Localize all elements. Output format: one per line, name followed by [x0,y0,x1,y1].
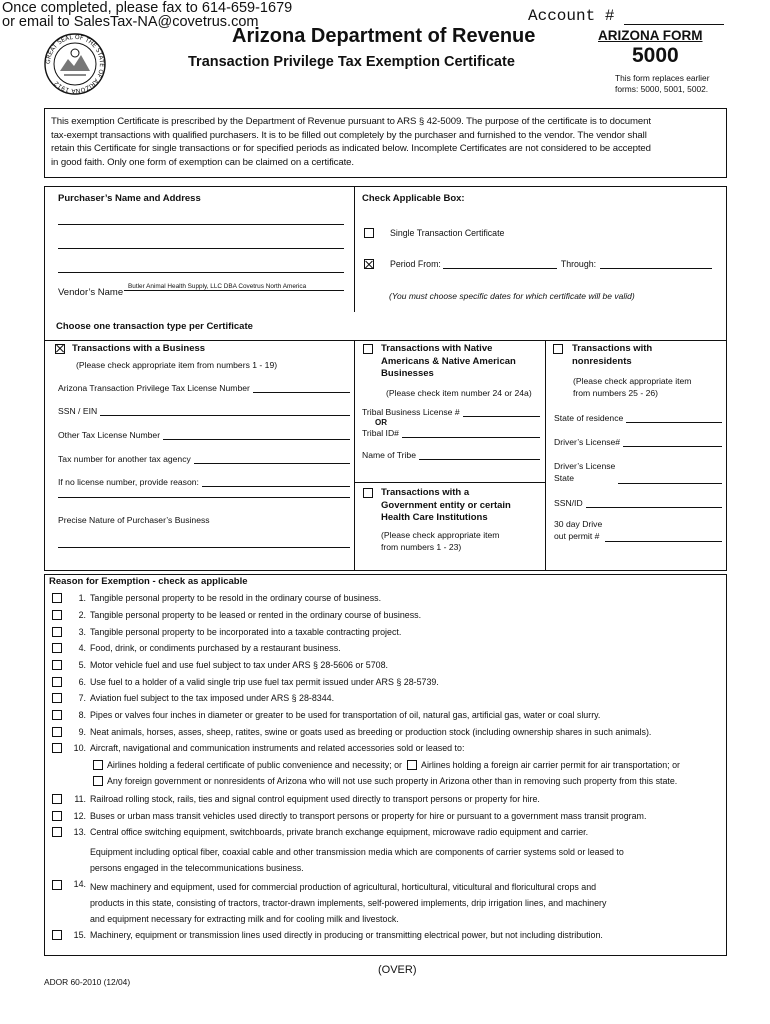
form-code: ADOR 60-2010 (12/04) [44,977,131,987]
no-license-reason-line-2[interactable] [58,497,350,498]
reason-10-checkbox[interactable] [52,743,62,753]
single-transaction-option[interactable]: Single Transaction Certificate [364,228,504,238]
reason-15[interactable]: 15. Machinery, equipment or transmission lines used directly in producing or transmitting electrical power, but not including distribution. [52,930,603,940]
native-or-label: OR [375,418,387,427]
government-hint: (Please check appropriate item from numbers 1 - 23) [381,530,500,552]
tribal-id-field[interactable]: Tribal ID# [362,427,540,438]
period-through-field[interactable] [600,259,712,269]
nonresident-hint: (Please check appropriate item from numbers 25 - 26) [573,376,692,398]
az-license-field[interactable]: Arizona Transaction Privilege Tax License Number [58,382,350,393]
native-option[interactable]: Transactions with Native Americans & Native American Businesses [363,343,516,381]
reason-14-checkbox[interactable] [52,880,62,890]
other-license-field[interactable]: Other Tax License Number [58,429,350,440]
reason-9-checkbox[interactable] [52,727,62,737]
purchaser-line-3[interactable] [58,272,344,273]
reason-7[interactable]: 7. Aviation fuel subject to the tax imposed under ARS § 28-8344. [52,693,334,703]
business-hint: (Please check appropriate item from numbers 1 - 19) [76,360,278,370]
reason-6[interactable]: 6. Use fuel to a holder of a valid single trip use fuel tax permit issued under ARS § 28-5739. [52,677,439,687]
reason-10b-checkbox[interactable] [407,760,417,770]
reason-13[interactable]: 13. Central office switching equipment, switchboards, private branch exchange equipment, microwave radio equipment and carrier. [52,827,588,837]
intro-box: This exemption Certificate is prescribed by the Department of Revenue pursuant to ARS § 42-5009. The purpose of the certificate is to document tax-exempt transactions with qualified purchasers. It is to be filled out completely by the purchaser and furnished to the vendor. The vendor shall retain this Certificate for single transactions or for specified periods as indicated below. Incomplete Certificates are not considered to be accepted in good faith. Only one form of exemption can be claimed on a certificate. [44,108,727,178]
reason-3[interactable]: 3. Tangible personal property to be incorporated into a taxable contracting project. [52,627,401,637]
period-from-field[interactable] [443,259,557,269]
state-seal-icon [44,33,106,95]
form-number: 5000 [632,44,679,67]
purchaser-line-2[interactable] [58,248,344,249]
business-option[interactable]: Transactions with a Business [55,343,205,354]
over-label: (OVER) [378,964,417,976]
reason-4[interactable]: 4. Food, drink, or condiments purchased by a restaurant business. [52,643,341,653]
tribe-name-field[interactable]: Name of Tribe [362,449,540,460]
reason-5-checkbox[interactable] [52,660,62,670]
check-box-label: Check Applicable Box: [362,193,465,204]
single-transaction-checkbox[interactable] [364,228,374,238]
reason-10c[interactable]: Any foreign government or nonresidents of Arizona who will not use such property in Arizona other than in removing such property from this state. [93,776,677,786]
reason-13-continued: Equipment including optical fiber, coaxial cable and other transmission media which are components of carrier systems sold or leased to persons engaged in the telecommunications business. [90,847,624,873]
svg-text:GREAT SEAL OF THE STATE OF ARI: GREAT SEAL OF THE STATE OF ARIZONA 1912 [44,33,106,95]
reason-8[interactable]: 8. Pipes or valves four inches in diameter or greater to be used for transportation of oil, natural gas, artificial gas, water or coal slurry. [52,710,600,720]
nature-label: Precise Nature of Purchaser’s Business [58,515,210,525]
vendor-name-field[interactable]: Butler Animal Health Supply, LLC DBA Covetrus North America [124,283,344,291]
nonresident-checkbox[interactable] [553,344,563,354]
reason-2[interactable]: 2. Tangible personal property to be leased or rented in the ordinary course of business. [52,610,421,620]
reason-12-checkbox[interactable] [52,811,62,821]
purchaser-label: Purchaser’s Name and Address [58,193,201,204]
form-title: Transaction Privilege Tax Exemption Certificate [188,54,515,70]
no-license-reason-field[interactable]: If no license number, provide reason: [58,476,350,487]
reason-2-checkbox[interactable] [52,610,62,620]
nature-field[interactable] [58,547,350,548]
form-label: ARIZONA FORM [598,28,703,43]
reason-10a[interactable]: Airlines holding a federal certificate of public convenience and necessity; or Airlines holding a foreign air carrier permit for air transportation; or [93,760,680,770]
fax-note-line1: Once completed, please fax to 614-659-1679 [2,0,293,16]
reason-1[interactable]: 1. Tangible personal property to be resold in the ordinary course of business. [52,593,381,603]
dl-state-field[interactable]: Driver’s License State [554,460,722,484]
period-option[interactable]: Period From: Through: [364,259,718,269]
reason-10c-checkbox[interactable] [93,776,103,786]
ssn-id-field[interactable]: SSN/ID [554,497,722,508]
state-of-residence-field[interactable]: State of residence [554,412,722,423]
fax-note-line2: or email to SalesTax-NA@covetrus.com [2,14,259,30]
reason-15-checkbox[interactable] [52,930,62,940]
government-checkbox[interactable] [363,488,373,498]
reason-10a-checkbox[interactable] [93,760,103,770]
reason-7-checkbox[interactable] [52,693,62,703]
reason-6-checkbox[interactable] [52,677,62,687]
reason-12[interactable]: 12. Buses or urban mass transit vehicles used directly to transport persons or property for hire or pursuant to a government mass transit program. [52,811,646,821]
period-checkbox[interactable] [364,259,374,269]
nonresident-option[interactable]: Transactions with nonresidents [553,343,652,368]
tax-number-field[interactable]: Tax number for another tax agency [58,453,350,464]
account-field[interactable] [528,7,724,25]
reason-3-checkbox[interactable] [52,627,62,637]
vendor-label: Vendor’s Name [58,287,124,298]
reason-8-checkbox[interactable] [52,710,62,720]
department-title: Arizona Department of Revenue [232,25,536,47]
choose-label: Choose one transaction type per Certificate [56,321,253,332]
reason-4-checkbox[interactable] [52,643,62,653]
drive-out-permit-field[interactable]: 30 day Drive out permit # [554,518,722,542]
reason-9[interactable]: 9. Neat animals, horses, asses, sheep, ratites, swine or goats used as breeding or production stock (including ownership shares in such animals). [52,727,651,737]
reason-10[interactable]: 10. Aircraft, navigational and communication instruments and related accessories sold or leased to: [52,743,464,753]
reason-14[interactable]: 14. New machinery and equipment, used for commercial production of agricultural, horticultural, viticultural and floricultural crops and products in this state, consisting of tractors, tractor-drawn implements, self-powered implements, drip irrigation lines, and machinery and equipment necessary for extracting milk and for cooling milk and livestock. [52,879,606,927]
account-label: Account # [528,7,615,25]
ssn-ein-field[interactable]: SSN / EIN [58,405,350,416]
reason-1-checkbox[interactable] [52,593,62,603]
period-note: (You must choose specific dates for which certificate will be valid) [389,291,635,301]
reason-11[interactable]: 11. Railroad rolling stock, rails, ties and signal control equipment used directly to transport persons or property for hire. [52,794,540,804]
reason-13-checkbox[interactable] [52,827,62,837]
government-option[interactable]: Transactions with a Government entity or certain Health Care Institutions [363,487,511,525]
drivers-license-field[interactable]: Driver’s License# [554,436,722,447]
business-checkbox[interactable] [55,344,65,354]
form-replaces: This form replaces earlier forms: 5000, 5001, 5002. [615,73,710,94]
purchaser-line-1[interactable] [58,224,344,225]
tribal-license-field[interactable]: Tribal Business License # [362,406,540,417]
reasons-title: Reason for Exemption - check as applicable [49,576,248,587]
reason-11-checkbox[interactable] [52,794,62,804]
native-hint: (Please check item number 24 or 24a) [386,388,532,398]
native-checkbox[interactable] [363,344,373,354]
reason-5[interactable]: 5. Motor vehicle fuel and use fuel subject to tax under ARS § 28-5606 or 5708. [52,660,388,670]
